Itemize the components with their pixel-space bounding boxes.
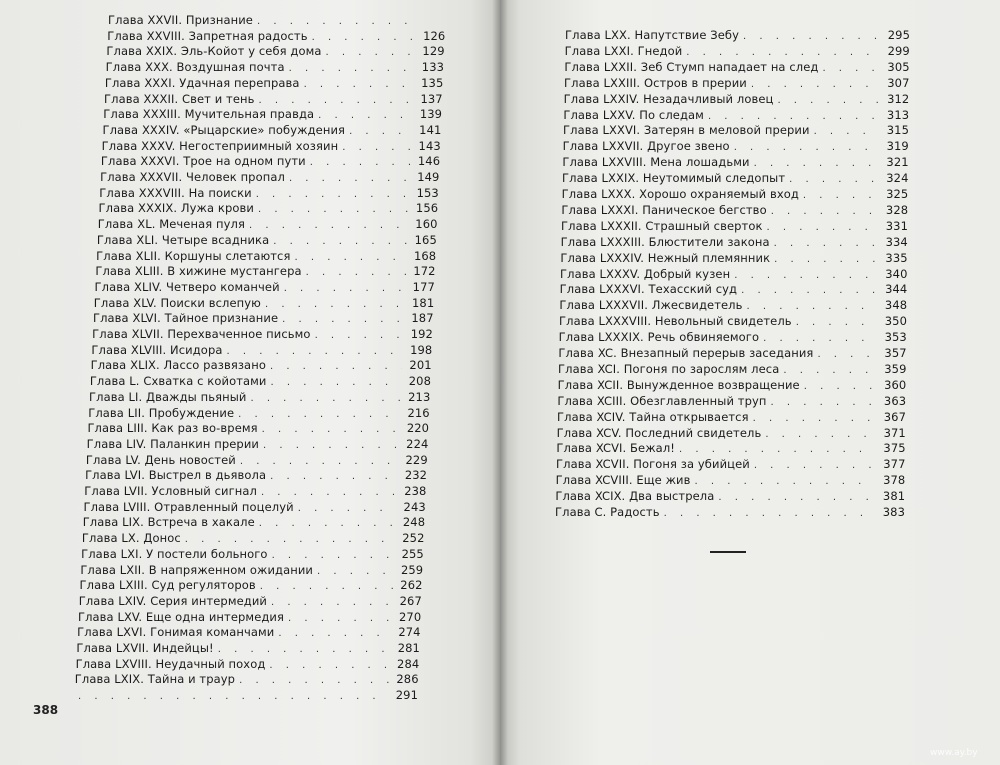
chapter-title: Глава XCII. Вынужденное возвращение	[557, 377, 800, 392]
chapter-page-number: 267	[399, 593, 422, 608]
chapter-title: Глава LVII. Условный сигнал	[84, 484, 257, 498]
chapter-title: Глава XCVII. Погоня за убийцей	[556, 457, 750, 472]
chapter-page-number: 198	[410, 342, 433, 357]
chapter-title: Глава LXX. Напутствие Зебу	[565, 28, 740, 42]
toc-entry	[559, 313, 907, 329]
toc-entry	[93, 310, 434, 326]
chapter-title: Глава LII. Пробуждение	[88, 405, 235, 420]
chapter-title: Глава XXXIII. Мучительная правда	[103, 107, 315, 122]
chapter-page-number: 192	[410, 327, 433, 341]
chapter-title: Глава LVIII. Отравленный поцелуй	[83, 499, 294, 514]
chapter-page-number: 133	[421, 60, 445, 75]
toc-entry	[91, 342, 432, 358]
chapter-title: Глава LXXV. По следам	[563, 107, 704, 122]
chapter-title: Глава LXXXII. Страшный сверток	[561, 218, 763, 233]
toc-entry	[79, 593, 422, 609]
chapter-page-number: 371	[883, 425, 906, 440]
toc-entry	[108, 12, 446, 28]
chapter-page-number: 208	[408, 374, 432, 389]
chapter-title: Глава XCV. Последний свидетель	[556, 425, 762, 440]
chapter-page-number: 383	[882, 505, 905, 519]
toc-entry	[559, 297, 907, 313]
chapter-page-number: 232	[404, 468, 428, 483]
toc-entry	[557, 425, 906, 441]
chapter-page-number: 129	[422, 44, 445, 59]
toc-entry	[562, 186, 909, 202]
book-gutter	[492, 0, 508, 765]
chapter-title: Глава XXXI. Удачная переправа	[104, 75, 300, 90]
chapter-title: Глава LV. День новостей	[85, 452, 236, 467]
toc-entry	[82, 530, 425, 546]
chapter-page-number: 295	[887, 28, 910, 42]
chapter-title: Глава LXIX. Тайна и траур	[74, 672, 236, 687]
chapter-title: Глава XLV. Поиски вслепую	[93, 295, 261, 310]
toc-entry	[106, 59, 444, 75]
chapter-page-number: 348	[884, 298, 908, 313]
chapter-page-number: 165	[414, 232, 437, 247]
chapter-page-number: 334	[885, 234, 908, 249]
toc-entry	[559, 329, 907, 345]
chapter-page-number: 359	[884, 361, 907, 376]
chapter-title: Глава LXIII. Суд регуляторов	[79, 578, 256, 593]
chapter-title: Глава LIX. Встреча в хакале	[82, 515, 255, 530]
chapter-page-number: 201	[409, 358, 432, 373]
chapter-page-number: 135	[421, 75, 444, 90]
chapter-page-number: 149	[417, 170, 440, 184]
chapter-title: Глава LXVII. Индейцы!	[76, 641, 214, 655]
toc-entry	[97, 232, 437, 248]
chapter-title: Глава LXXXVI. Техасский суд	[559, 282, 738, 297]
chapter-page-number: 321	[886, 155, 909, 170]
leader-dots	[664, 506, 875, 522]
toc-entry	[98, 216, 438, 232]
toc-entry	[560, 281, 908, 297]
chapter-page-number: 126	[423, 28, 446, 43]
toc-entry	[100, 169, 439, 185]
chapter-page-number: 324	[886, 171, 909, 186]
chapter-page-number: 262	[400, 578, 423, 593]
chapter-title: Глава LXXI. Гнедой	[564, 43, 683, 58]
toc-entry	[80, 577, 423, 593]
chapter-page-number: 146	[417, 154, 441, 169]
chapter-title: Глава XXXIV. «Рыцарские» побуждения	[102, 122, 346, 137]
toc-entry	[89, 389, 430, 405]
chapter-page-number: 305	[887, 59, 910, 74]
toc-entry	[103, 106, 442, 122]
toc-entry	[104, 91, 443, 107]
chapter-page-number: 381	[882, 489, 906, 504]
chapter-title: Глава LXXVI. Затерян в меловой прерии	[563, 123, 810, 138]
chapter-title: Глава XXVII. Признание	[108, 13, 253, 27]
toc-entry	[563, 122, 909, 138]
toc-entry	[95, 279, 435, 295]
chapter-title: Глава XLVIII. Исидора	[91, 342, 223, 357]
toc-entry	[107, 28, 445, 44]
chapter-page-number: 319	[886, 139, 909, 154]
chapter-title: Глава LXVIII. Неудачный поход	[75, 656, 266, 671]
chapter-page-number: 307	[887, 75, 910, 90]
leader-dots	[78, 689, 388, 705]
chapter-page-number: 313	[886, 107, 910, 122]
toc-entry	[563, 107, 909, 123]
toc-entry	[102, 122, 441, 138]
chapter-title: Глава LXXXV. Добрый кузен	[560, 266, 731, 281]
chapter-page-number: 274	[398, 625, 421, 640]
toc-entry	[561, 218, 908, 234]
toc-entry	[556, 440, 905, 456]
toc-entry	[74, 687, 418, 703]
toc-entry	[85, 467, 427, 483]
toc-entry	[99, 185, 439, 201]
chapter-page-number: 224	[406, 436, 429, 451]
toc-entry	[556, 472, 906, 488]
chapter-title: Глава XXXIX. Лужа крови	[98, 201, 254, 216]
chapter-title: Глава XXXV. Негостеприимный хозяин	[101, 138, 339, 153]
toc-entry	[558, 361, 907, 377]
chapter-title: Глава XXVIII. Запретная радость	[107, 28, 308, 43]
toc-entry	[561, 202, 908, 218]
toc-entry	[87, 420, 429, 436]
toc-entry	[558, 345, 906, 361]
chapter-page-number: 160	[415, 217, 438, 232]
chapter-title: Глава LXV. Еще одна интермедия	[77, 609, 285, 624]
chapter-page-number: 243	[403, 499, 426, 514]
toc-entry	[564, 75, 910, 91]
chapter-page-number: 181	[412, 295, 435, 310]
toc-entry	[76, 640, 420, 656]
chapter-title: Глава XXXII. Свет и тень	[104, 91, 255, 106]
toc-entry	[555, 488, 905, 504]
chapter-title: Глава XLIII. В хижине мустангера	[95, 264, 302, 279]
chapter-title: Глава LXXIX. Неутомимый следопыт	[562, 171, 786, 186]
toc-entry	[80, 562, 423, 578]
toc-entry	[557, 409, 906, 425]
chapter-page-number: 259	[400, 562, 424, 577]
chapter-page-number: 360	[884, 377, 907, 392]
toc-entry	[86, 452, 428, 468]
chapter-page-number: 137	[420, 91, 443, 106]
toc-entry	[77, 624, 420, 640]
chapter-page-number: 255	[401, 546, 424, 561]
chapter-page-number: 252	[402, 531, 425, 546]
chapter-title: Глава LXXII. Зеб Стумп нападает на след	[564, 59, 819, 74]
chapter-title: Глава LXXXI. Паническое бегство	[561, 202, 767, 217]
chapter-page-number: 141	[419, 122, 442, 137]
toc-entry	[564, 91, 910, 107]
toc-entry	[563, 138, 909, 154]
toc-entry	[87, 436, 429, 452]
toc-entry	[562, 170, 909, 186]
toc-entry	[94, 295, 435, 311]
toc-entry	[565, 27, 910, 43]
chapter-page-number: 281	[397, 641, 420, 655]
toc-entry	[92, 326, 433, 342]
chapter-title: Глава XCVI. Бежал!	[556, 441, 675, 456]
chapter-page-number: 325	[886, 187, 909, 201]
chapter-page-number: 153	[416, 185, 439, 200]
chapter-page-number: 248	[402, 515, 426, 530]
chapter-title: Глава LXXXVIII. Невольный свидетель	[559, 314, 792, 329]
chapter-title: Глава XLII. Коршуны слетаются	[96, 248, 291, 263]
chapter-title: Глава XC. Внезапный перерыв заседания	[558, 346, 814, 360]
toc-entry	[101, 153, 440, 169]
chapter-title: Глава XL. Меченая пуля	[97, 217, 246, 232]
chapter-page-number: 156	[415, 201, 439, 216]
chapter-page-number: 168	[413, 248, 437, 263]
chapter-page-number: 213	[408, 389, 431, 404]
toc-entry	[76, 656, 420, 672]
chapter-page-number: 363	[883, 393, 907, 408]
chapter-title: Глава XCI. Погоня по зарослям леса	[558, 361, 780, 376]
chapter-title: Глава L. Схватка с койотами	[89, 374, 267, 389]
chapter-title: Глава LIII. Как раз во-время	[87, 421, 258, 436]
toc-entry	[88, 405, 429, 421]
chapter-page-number: 229	[405, 452, 428, 467]
chapter-title: Глава LXXVII. Другое звено	[562, 139, 730, 154]
chapter-title: Глава XXIX. Эль-Койот у себя дома	[106, 44, 322, 59]
right-page	[500, 0, 1000, 765]
chapter-title: Глава LXXXVII. Лжесвидетель	[559, 298, 743, 313]
chapter-page-number: 220	[406, 421, 430, 436]
chapter-page-number: 187	[411, 311, 434, 326]
chapter-page-number: 172	[413, 264, 436, 279]
chapter-page-number: 340	[885, 266, 908, 281]
toc-entry	[558, 377, 907, 393]
chapter-title: Глава XLIX. Лассо развязано	[90, 358, 266, 373]
chapter-title: Глава LXII. В напряженном ожидании	[80, 562, 314, 577]
chapter-page-number: 291	[395, 688, 418, 703]
toc-entry	[560, 250, 907, 266]
chapter-title: Глава LIV. Паланкин прерии	[86, 436, 259, 451]
toc-entry	[105, 75, 444, 91]
toc-entry	[99, 200, 439, 216]
chapter-page-number: 335	[885, 250, 908, 265]
chapter-title: Глава XCVIII. Еще жив	[555, 473, 691, 488]
chapter-page-number: 344	[885, 282, 908, 297]
page-number: 388	[33, 703, 59, 717]
toc-entry	[106, 43, 444, 59]
chapter-page-number: 357	[884, 346, 907, 360]
chapter-page-number: 312	[887, 91, 910, 106]
chapter-title: Глава LXXVIII. Мена лошадьми	[562, 155, 750, 170]
toc-entry	[84, 483, 426, 499]
chapter-title: Глава XCIX. Два выстрела	[555, 489, 715, 504]
toc-entry	[560, 266, 908, 282]
chapter-title: Глава XLI. Четыре всадника	[96, 232, 270, 247]
chapter-page-number: 350	[884, 314, 907, 329]
chapter-title: Глава LXXXIII. Блюстители закона	[560, 234, 770, 249]
toc-entry	[91, 357, 432, 373]
toc-entry	[81, 546, 424, 562]
end-rule	[710, 551, 746, 553]
chapter-page-number: 270	[399, 609, 422, 624]
chapter-page-number: 331	[885, 218, 908, 233]
chapter-page-number: 377	[883, 457, 906, 472]
chapter-title: Глава XXX. Воздушная почта	[105, 60, 285, 75]
chapter-title: Глава LVI. Выстрел в дьявола	[85, 468, 267, 483]
chapter-title: Глава XLVII. Перехваченное письмо	[92, 327, 311, 341]
toc-entry	[557, 393, 906, 409]
toc-entry	[564, 59, 909, 75]
chapter-title: Глава C. Радость	[555, 505, 660, 519]
toc-entry	[83, 514, 425, 530]
chapter-page-number: 143	[418, 138, 441, 153]
chapter-page-number: 139	[419, 107, 443, 122]
chapter-title: Глава LXXXIV. Нежный племянник	[560, 250, 771, 265]
chapter-page-number: 286	[396, 672, 419, 687]
watermark: www.ay.by	[930, 748, 978, 758]
chapter-page-number: 284	[397, 656, 420, 671]
chapter-title: Глава LXXXIX. Речь обвиняемого	[558, 330, 760, 345]
chapter-title: Глава LXVI. Гонимая команчами	[77, 625, 275, 640]
chapter-title: Глава LXXIV. Незадачливый ловец	[563, 91, 774, 106]
chapter-title: Глава XLVI. Тайное признание	[92, 311, 279, 326]
chapter-title: Глава LI. Дважды пьяный	[89, 389, 247, 404]
chapter-title: Глава XXXVIII. На поиски	[99, 185, 252, 200]
chapter-page-number: 299	[887, 43, 910, 58]
toc-entry	[96, 248, 436, 264]
toc-entry	[555, 504, 905, 520]
chapter-title: Глава LXI. У постели больного	[81, 546, 268, 561]
chapter-page-number: 238	[404, 484, 427, 498]
chapter-title: Глава XLIV. Четверо команчей	[94, 279, 280, 294]
chapter-title: Глава XXXVII. Человек пропал	[100, 170, 285, 184]
chapter-page-number: 315	[886, 123, 909, 138]
chapter-title: Глава LXXX. Хорошо охраняемый вход	[561, 187, 799, 201]
chapter-title: Глава LXIV. Серия интермедий	[78, 593, 267, 608]
chapter-page-number: 177	[412, 279, 435, 294]
toc-entry	[102, 138, 441, 154]
toc-entry	[562, 154, 908, 170]
toc-entry	[83, 499, 425, 515]
chapter-title: Глава XCIV. Тайна открывается	[557, 409, 749, 424]
chapter-page-number: 328	[885, 202, 909, 217]
toc-entry	[78, 609, 421, 625]
chapter-page-number: 375	[883, 441, 906, 456]
chapter-page-number: 378	[883, 473, 906, 488]
chapter-page-number: 353	[884, 330, 907, 345]
chapter-page-number: 367	[883, 409, 906, 424]
toc-entry	[556, 456, 906, 472]
toc-entry	[95, 263, 435, 279]
chapter-page-number: 216	[407, 405, 430, 420]
toc-entry	[75, 671, 419, 687]
chapter-title: Глава LX. Донос	[81, 531, 181, 546]
chapter-title: Глава XCIII. Обезглавленный труп	[557, 393, 767, 408]
toc-entry	[561, 234, 908, 250]
chapter-title: Глава XXXVI. Трое на одном пути	[100, 154, 306, 169]
chapter-title: Глава LXXIII. Остров в прерии	[564, 75, 747, 90]
toc-entry	[565, 43, 910, 59]
toc-entry	[90, 373, 431, 389]
